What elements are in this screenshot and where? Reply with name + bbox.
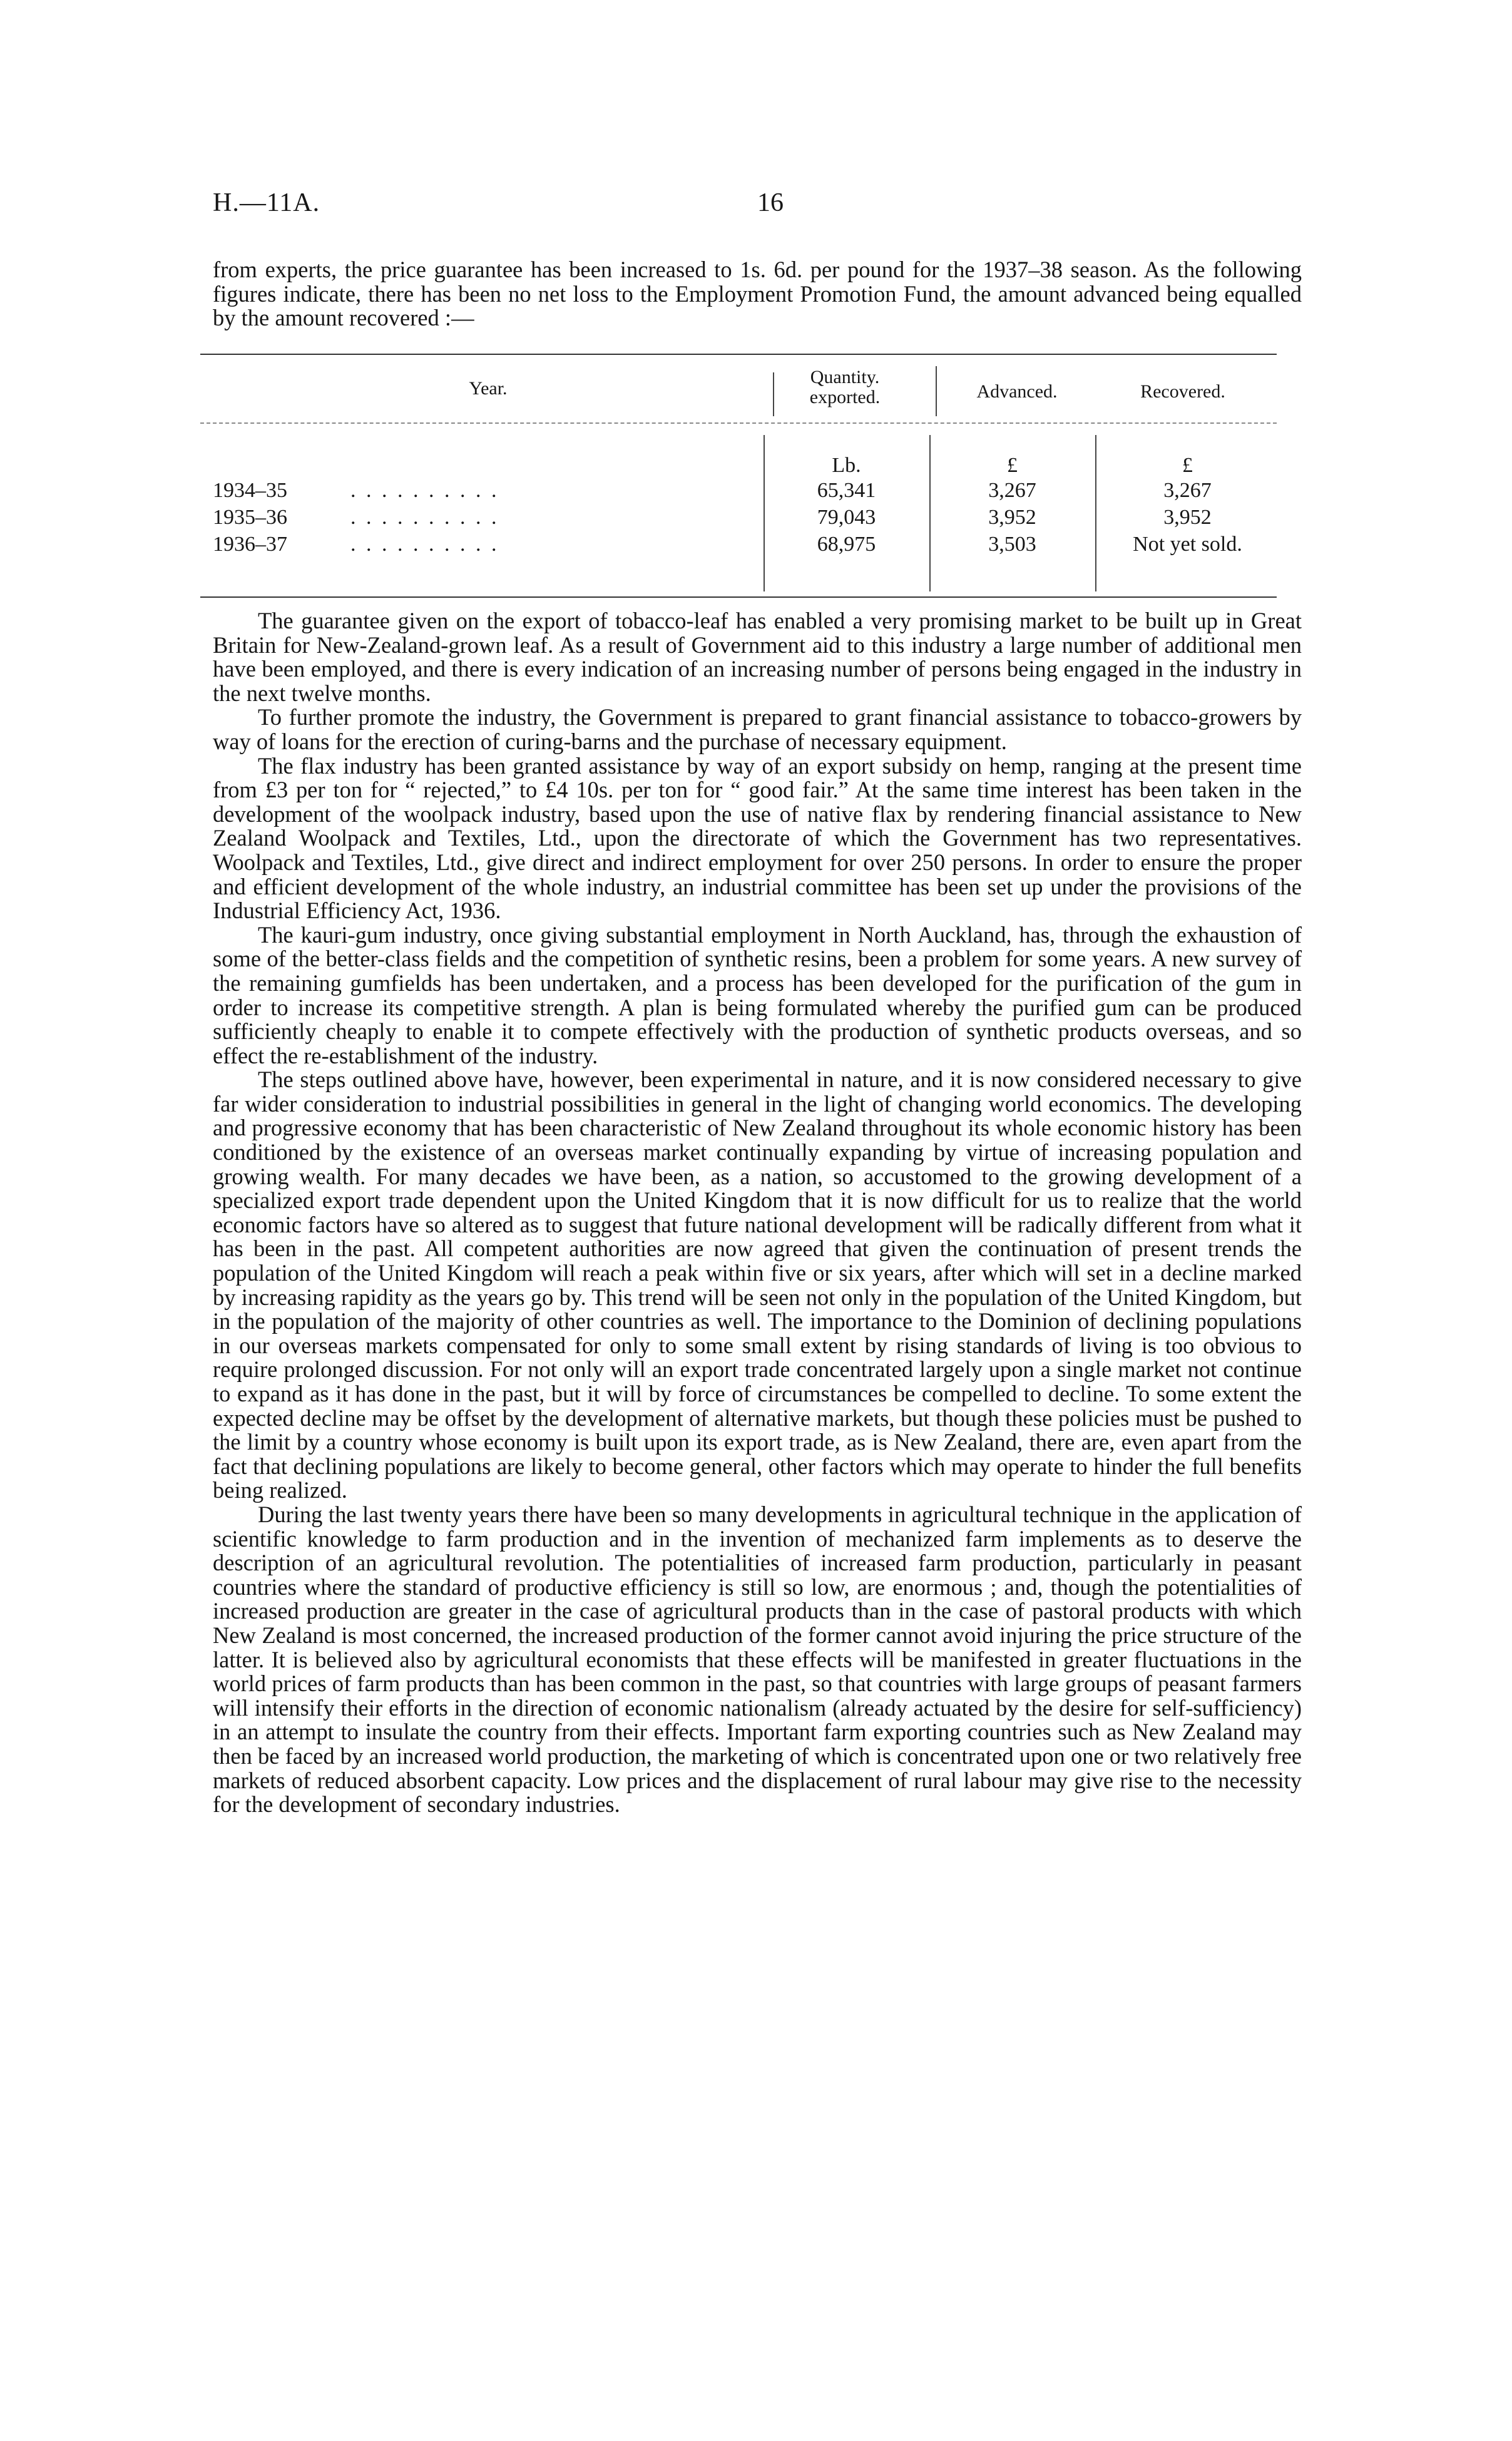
- table-row-recovered: 3,952: [1163, 506, 1212, 529]
- table-divider: [773, 372, 774, 416]
- paragraph-flax: The flax industry has been granted assistance by way of an export subsidy on hemp, ranging at the present time from £3 per ton for “ rejected,” to £4 10s. per ton for “ good fair.” At the same time interest has been taken in the development of the woolpack industry, based upon the use of native flax by rendering financial assistance to New Zealand Woolpack and Textiles, Ltd., upon the directorate of which the Government has two representatives. Woolpack and Textiles, Ltd., give direct and indirect employment for over 250 persons. In order to ensure the proper and efficient development of the whole industry, an industrial committee has been set up under the provisions of the Industrial Efficiency Act, 1936.: [213, 752, 1302, 924]
- table-divider: [929, 435, 931, 591]
- table-divider: [936, 366, 937, 416]
- table-header-rule: [200, 422, 1277, 424]
- table-row-leader: . . . . . . . . . .: [350, 506, 499, 529]
- table-row-advanced: 3,267: [988, 479, 1036, 502]
- table-row-quantity: 79,043: [817, 506, 876, 529]
- intro-text: [213, 258, 1302, 330]
- table-row-year: 1936–37: [213, 533, 287, 556]
- tobacco-export-table: [200, 354, 1277, 598]
- unit-recovered: £: [1182, 454, 1193, 477]
- table-row-year: 1935–36: [213, 506, 287, 529]
- header-year: Year.: [469, 378, 508, 399]
- table-row-leader: . . . . . . . . . .: [350, 479, 499, 502]
- paragraph-kauri-gum: The kauri-gum industry, once giving substantial employment in North Auckland, has, through the exhaustion of some of the better-class fields and the competition of synthetic resins, been a problem for some years. A new survey of the remaining gumfields has been undertaken, and a process has been developed for the purification of the gum in order to increase its competitive strength. A plan is being formulated whereby the purified gum can be produced sufficiently cheaply to enable it to compete effectively with the production of synthetic products overseas, and so effect the re-establishment of the industry.: [213, 921, 1302, 1068]
- paragraph-tobacco: The guarantee given on the export of tobacco-leaf has enabled a very promising market to be built up in Great Britain for New-Zealand-grown leaf. As a result of Government aid to this industry a large number of additional men have been employed, and there is every indication of an increasing number of persons being engaged in the industry in the next twelve months.: [213, 608, 1302, 706]
- header-advanced: Advanced.: [976, 381, 1058, 402]
- page-number: 16: [757, 188, 784, 217]
- paragraph-agricultural-technique: During the last twenty years there have been so many developments in agricultural technique in the application of scientific knowledge to farm production and in the invention of mechanized farm implements as to deserve the description of an agricultural revolution. The potentialities of increased farm production, particularly in peasant countries where the standard of productive efficiency is still so low, are enormous ; and, though the potentialities of increased production are greater in the case of agricultural products than in the case of pastoral products with which New Zealand is most concerned, the increased production of the former cannot avoid injuring the price structure of the latter. It is believed also by agricultural economists that these effects will be manifested in greater fluctuations in the world prices of farm products than has been common in the past, so that countries with large groups of peasant farmers will intensify their efforts in the direction of economic nationalism (already actuated by the desire for self-sufficiency) in an attempt to insulate the country from their effects. Important farm exporting countries such as New Zealand may then be faced by an increased world production, the marketing of which is concentrated upon one or two relatively free markets of reduced absorbent capacity. Low prices and the displacement of rural labour may give rise to the necessity for the development of secondary industries.: [213, 1501, 1302, 1818]
- table-row-leader: . . . . . . . . . .: [350, 533, 499, 556]
- table-bottom-rule: [200, 596, 1277, 598]
- document-reference: H.—11A.: [213, 188, 320, 217]
- header-quantity: Quantity. exported.: [809, 367, 881, 407]
- page-header: [213, 188, 1302, 225]
- paragraph-tobacco-loans: To further promote the industry, the Government is prepared to grant financial assistance to tobacco-growers by way of loans for the erection of curing-barns and the purchase of necessary equipment.: [213, 704, 1302, 754]
- intro-paragraph: from experts, the price guarantee has been increased to 1s. 6d. per pound for the 1937–38 season. As the following figures indicate, there has been no net loss to the Employment Promotion Fund, the amount advanced being equalled by the amount recovered :—: [213, 257, 1302, 331]
- table-row-quantity: 65,341: [817, 479, 876, 502]
- table-row-advanced: 3,503: [988, 533, 1036, 556]
- table-divider: [1095, 435, 1096, 591]
- unit-advanced: £: [1007, 454, 1018, 477]
- table-row-year: 1934–35: [213, 479, 287, 502]
- header-recovered: Recovered.: [1140, 381, 1225, 402]
- table-divider: [764, 435, 765, 591]
- table-row-recovered: 3,267: [1163, 479, 1212, 502]
- body-text: [213, 609, 1302, 1817]
- table-row-recovered: Not yet sold.: [1133, 533, 1242, 556]
- table-top-rule: [200, 354, 1277, 355]
- table-row-quantity: 68,975: [817, 533, 876, 556]
- table-row-advanced: 3,952: [988, 506, 1036, 529]
- unit-quantity: Lb.: [832, 454, 861, 477]
- paragraph-world-economics: The steps outlined above have, however, been experimental in nature, and it is now considered necessary to give far wider consideration to industrial possibilities in general in the light of changing world economics. The developing and progressive economy that has been characteristic of New Zealand throughout its whole economic history has been conditioned by the existence of an overseas market continually expanding by virtue of increasing population and growing wealth. For many decades we have been, as a nation, so accustomed to the growing development of a specialized export trade dependent upon the United Kingdom that it is now difficult for us to realize that the world economic factors have so altered as to suggest that future national development will be radically different from what it has been in the past. All competent authorities are now agreed that given the continuation of present trends the population of the United Kingdom will reach a peak within five or six years, after which will set in a decline marked by increasing rapidity as the years go by. This trend will be seen not only in the population of the United Kingdom, but in the population of the majority of other countries as well. The importance to the Dominion of declining populations in our overseas markets compensated for only to some small extent by rising standards of living is too obvious to require prolonged discussion. For not only will an export trade concentrated largely upon a single market not continue to expand as it has done in the past, but it will by force of circumstances be compelled to decline. To some extent the expected decline may be offset by the development of alternative markets, but though these policies must be pushed to the limit by a country whose economy is built upon its export trade, as is New Zealand, there are, even apart from the fact that declining populations are likely to become general, other factors which may operate to hinder the full benefits being realized.: [213, 1067, 1302, 1503]
